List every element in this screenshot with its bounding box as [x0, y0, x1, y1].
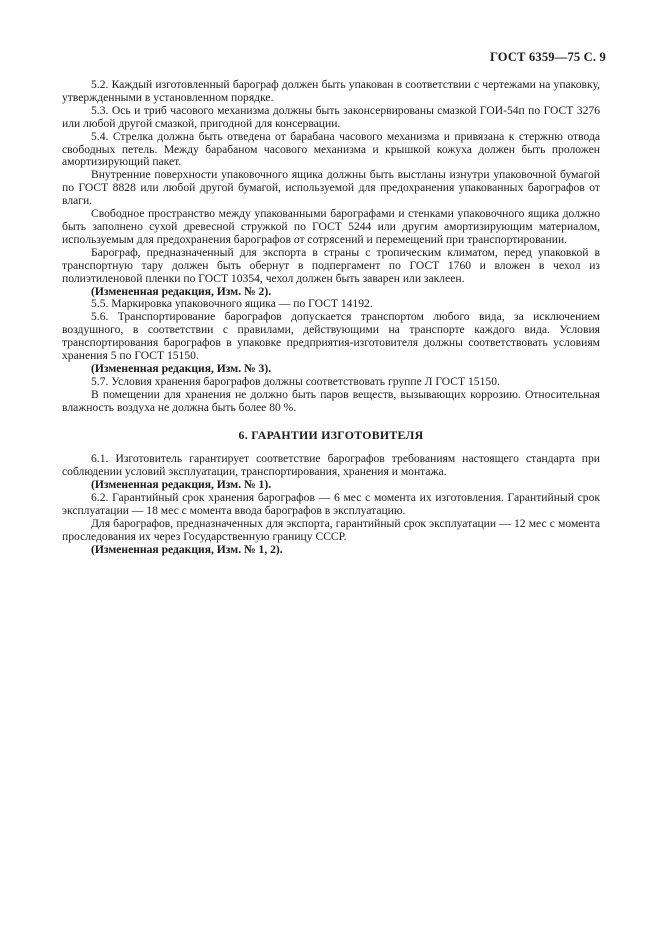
- amendment-note: (Измененная редакция, Изм. № 2).: [91, 284, 272, 298]
- paragraph: Барограф, предназначенный для экспорта в страны с тропическим климатом, перед упаковкой в транспортную тару должен быть обернут в подпергамент по ГОСТ 1760 и вложен в чехол из полиэтиленовой пленки по ГОСТ 10354, чехол должен быть заварен или заклеен.: [62, 245, 600, 285]
- paragraph: 5.6. Транспортирование барографов допускается транспортом любого вида, за исключением воздушного, в соответствии с правилами, действующими на транспорте каждого вида. Условия транспортирования барографов в упаковке предприятия-изготовителя должны соответствовать условиям хранения 5 по ГОСТ 15150.: [62, 310, 600, 363]
- paragraph: 5.5. Маркировка упаковочного ящика — по ГОСТ 14192.: [91, 297, 373, 311]
- paragraph: Свободное пространство между упакованными барографами и стенками упаковочного ящика должно быть заполнено сухой древесной стружкой по ГОСТ 5244 или другим амортизирующим материалом, используемым для предохранения барографов от сотрясений и перемещений при транспортировании.: [62, 207, 600, 246]
- amendment-note: (Измененная редакция, Изм. № 1, 2).: [91, 542, 283, 556]
- amendment-note: (Измененная редакция, Изм. № 3).: [91, 361, 272, 375]
- amendment-note: (Измененная редакция, Изм. № 1).: [91, 478, 272, 492]
- page-content: [62, 79, 600, 557]
- page-header: ГОСТ 6359—75 С. 9: [489, 50, 606, 64]
- section-title: 6. ГАРАНТИИ ИЗГОТОВИТЕЛЯ: [238, 427, 424, 442]
- paragraph: 5.2. Каждый изготовленный барограф должен быть упакован в соответствии с чертежами на упаковку, утвержденными в установленном порядке.: [62, 78, 600, 104]
- paragraph: 6.2. Гарантийный срок хранения барографов — 6 мес с момента их изготовления. Гарантийный срок эксплуатации — 18 мес с момента ввода барографов в эксплуатацию.: [62, 491, 600, 518]
- paragraph: 5.3. Ось и триб часового механизма должны быть законсервированы смазкой ГОИ-54п по ГОСТ 3276 или любой другой смазкой, пригодной для консервации.: [62, 103, 600, 130]
- paragraph: Для барографов, предназначенных для экспорта, гарантийный срок эксплуатации — 12 мес с момента проследования их через Государственную границу СССР.: [62, 517, 600, 543]
- section-5-body: [62, 79, 600, 415]
- paragraph: Внутренние поверхности упаковочного ящика должны быть выстланы изнутри упаковочной бумагой по ГОСТ 8828 или любой другой бумагой, используемой для предохранения упакованных барографов от влаги.: [62, 168, 600, 208]
- paragraph: 6.1. Изготовитель гарантирует соответствие барографов требованиям настоящего стандарта при соблюдении условий эксплуатации, транспортирования, хранения и монтажа.: [62, 452, 600, 479]
- paragraph: 5.4. Стрелка должна быть отведена от барабана часового механизма и привязана к стержню отвода свободных петель. Между барабаном часового механизма и крышкой кожуха должен быть проложен амортизирующий пакет.: [62, 129, 600, 169]
- section-6-body: [62, 453, 600, 556]
- paragraph: В помещении для хранения не должно быть паров веществ, вызывающих коррозию. Относительная влажность воздуха не должна быть более 80 %.: [62, 387, 600, 414]
- paragraph: 5.7. Условия хранения барографов должны соответствовать группе Л ГОСТ 15150.: [91, 374, 500, 388]
